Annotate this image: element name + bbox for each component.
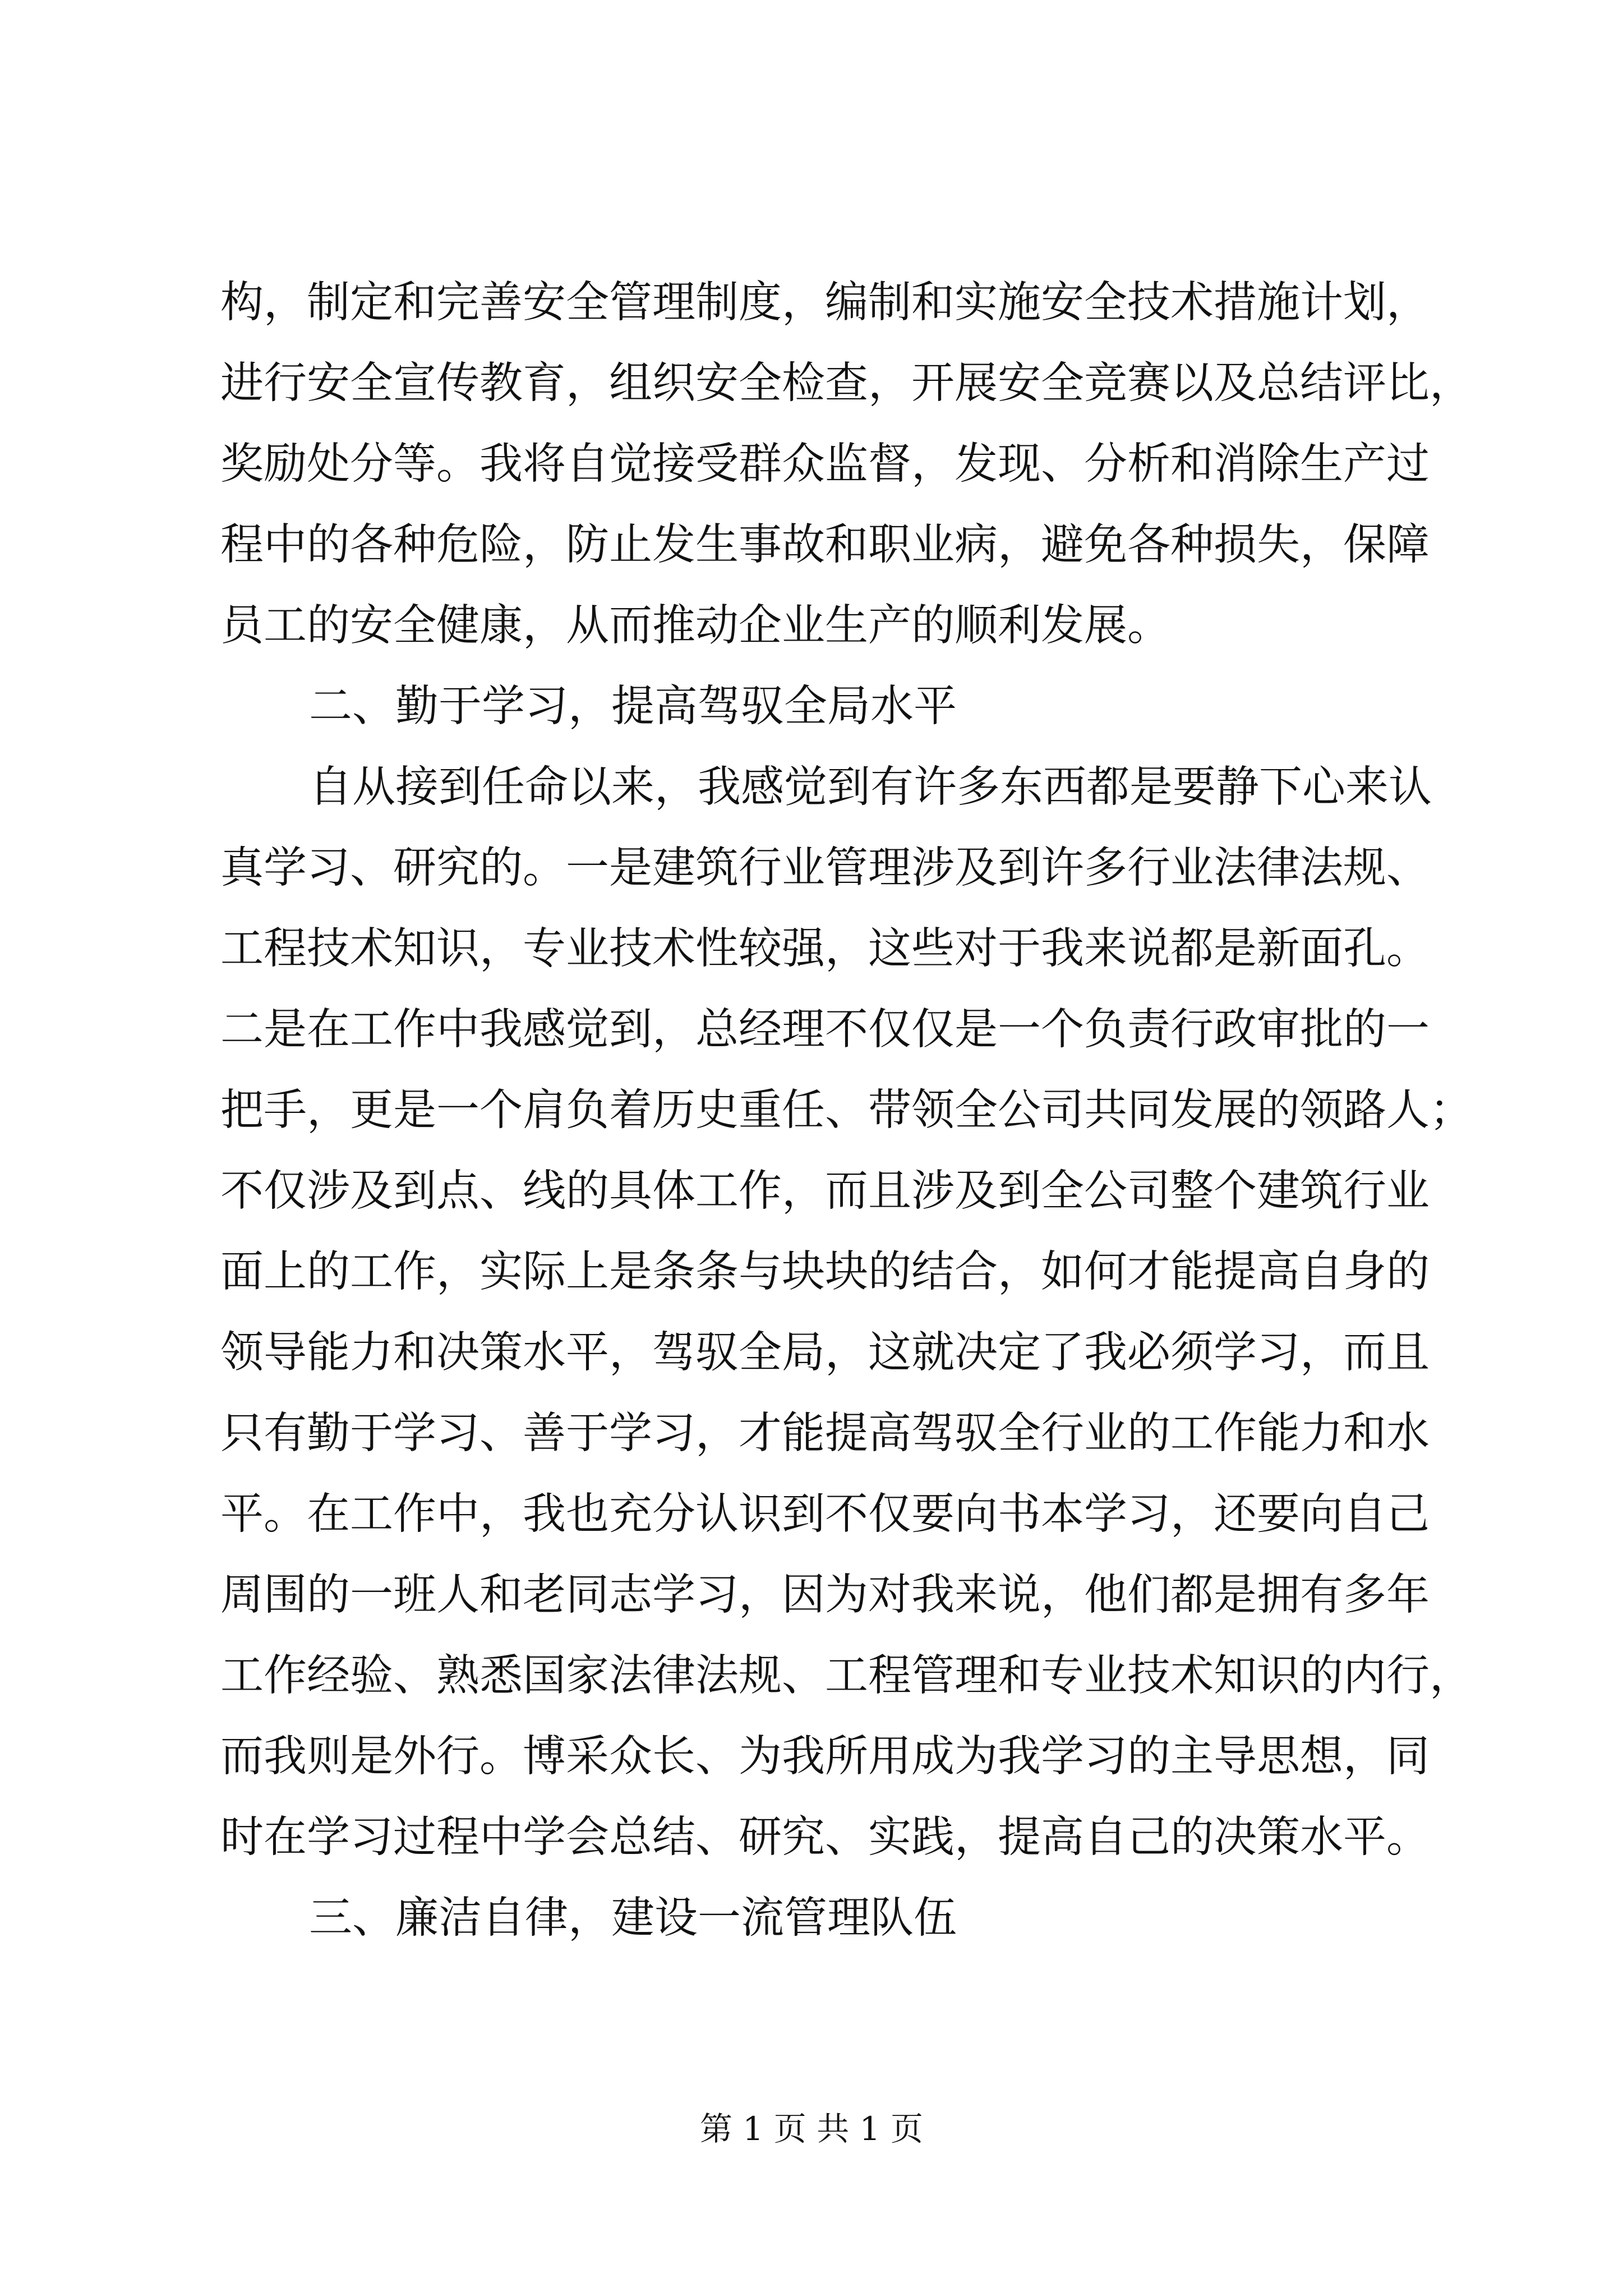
text-line: 程中的各种危险，防止发生事故和职业病，避免各种损失，保障 bbox=[220, 520, 1430, 570]
text-line: 三、廉洁自律，建设一流管理队伍 bbox=[309, 1893, 957, 1943]
page-footer: 第 1 页 共 1 页 bbox=[700, 2110, 923, 2148]
text-line: 平。在工作中，我也充分认识到不仅要向书本学习，还要向自己 bbox=[220, 1489, 1430, 1539]
text-line: 面上的工作，实际上是条条与块块的结合，如何才能提高自身的 bbox=[220, 1247, 1430, 1297]
text-line: 自从接到任命以来，我感觉到有许多东西都是要静下心来认 bbox=[309, 762, 1432, 812]
text-line: 工作经验、熟悉国家法律法规、工程管理和专业技术知识的内行， bbox=[220, 1651, 1473, 1701]
text-line: 真学习、研究的。一是建筑行业管理涉及到许多行业法律法规、 bbox=[220, 843, 1430, 893]
text-line: 二、勤于学习，提高驾驭全局水平 bbox=[309, 682, 957, 731]
text-line: 工程技术知识，专业技术性较强，这些对于我来说都是新面孔。 bbox=[220, 924, 1430, 974]
text-line: 领导能力和决策水平，驾驭全局，这就决定了我必须学习，而且 bbox=[220, 1328, 1430, 1378]
text-line: 员工的安全健康，从而推动企业生产的顺利发展。 bbox=[220, 601, 1170, 651]
text-line: 构，制定和完善安全管理制度，编制和实施安全技术措施计划， bbox=[220, 278, 1430, 328]
text-line: 只有勤于学习、善于学习，才能提高驾驭全行业的工作能力和水 bbox=[220, 1409, 1430, 1458]
text-line: 周围的一班人和老同志学习，因为对我来说，他们都是拥有多年 bbox=[220, 1570, 1430, 1620]
text-line: 时在学习过程中学会总结、研究、实践，提高自己的决策水平。 bbox=[220, 1812, 1430, 1862]
text-line: 不仅涉及到点、线的具体工作，而且涉及到全公司整个建筑行业 bbox=[220, 1166, 1430, 1216]
text-line: 而我则是外行。博采众长、为我所用成为我学习的主导思想，同 bbox=[220, 1732, 1430, 1782]
text-line: 奖励处分等。我将自觉接受群众监督，发现、分析和消除生产过 bbox=[220, 439, 1430, 489]
text-line: 二是在工作中我感觉到，总经理不仅仅是一个负责行政审批的一 bbox=[220, 1005, 1430, 1055]
document-body bbox=[220, 263, 1473, 1959]
text-line: 把手，更是一个肩负着历史重任、带领全公司共同发展的领路人； bbox=[220, 1085, 1473, 1135]
text-line: 进行安全宣传教育，组织安全检查，开展安全竞赛以及总结评比， bbox=[220, 358, 1473, 408]
